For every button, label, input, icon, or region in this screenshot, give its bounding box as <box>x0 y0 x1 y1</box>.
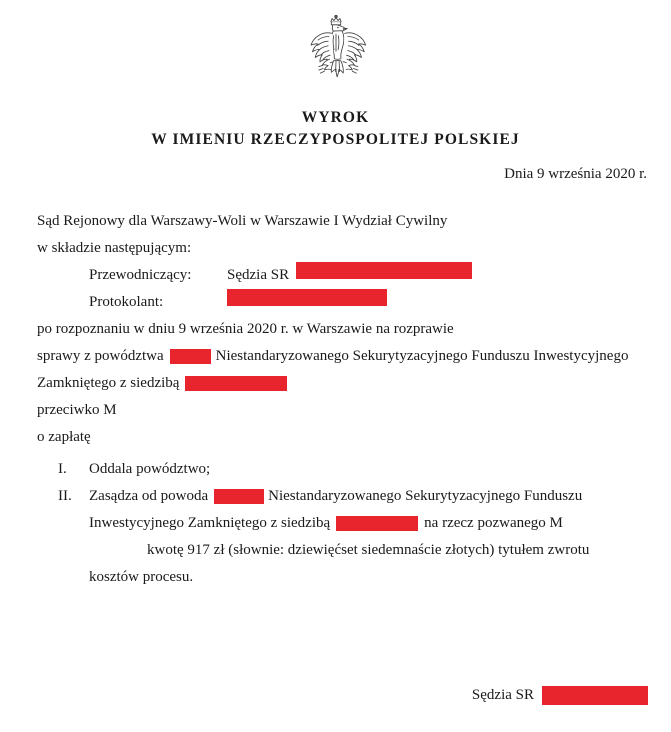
recorder-value <box>227 289 649 306</box>
chair-title: Sędzia SR <box>227 267 290 283</box>
operative-number-2: II. <box>58 488 72 504</box>
hearing-line: po rozpoznaniu w dniu 9 września 2020 r. w Warszawie na rozprawie <box>37 321 454 337</box>
redaction-bar-claimant-name <box>170 349 211 364</box>
defendant-line: przeciwko M <box>37 402 117 418</box>
operative-2-seg-2: Niestandaryzowanego Sekurytyzacyjnego Funduszu <box>268 488 583 504</box>
court-line-1: Sąd Rejonowy dla Warszawy-Woli w Warszawie I Wydział Cywilny <box>37 213 448 229</box>
operative-2-seg-1: Zasądza od powoda <box>89 488 209 504</box>
claimant-mid: Niestandaryzowanego Sekurytyzacyjnego Funduszu Inwestycyjnego <box>215 348 629 364</box>
redaction-bar-op2-claimant-seat <box>336 516 418 531</box>
title-wyrok: WYROK <box>301 109 370 126</box>
operative-2-seg-4: na rzecz pozwanego M <box>424 515 563 531</box>
operative-2-line-2 <box>89 510 649 537</box>
redaction-bar-recorder-name <box>227 289 387 306</box>
redaction-bar-chair-name <box>296 262 472 279</box>
claimant-prefix: sprawy z powództwa <box>37 348 164 364</box>
document-body <box>37 208 649 451</box>
document-title <box>0 108 671 150</box>
claimant-line <box>37 343 649 370</box>
operative-text-1: Oddala powództwo; <box>89 461 211 477</box>
recorder-label: Protokolant: <box>89 294 164 310</box>
operative-item-2 <box>37 483 649 591</box>
emblem-container <box>0 12 671 100</box>
subject-line: o zapłatę <box>37 429 91 445</box>
redaction-bar-op2-claimant-name <box>214 489 264 504</box>
redaction-bar-claimant-seat <box>185 376 287 391</box>
operative-item-1 <box>37 456 649 483</box>
chair-label: Przewodniczący: <box>89 267 192 283</box>
chair-value <box>227 262 649 289</box>
operative-2-line-3: kwotę 917 zł (słownie: dziewięćset siedemnaście złotych) tytułem zwrotu <box>147 542 590 558</box>
operative-2-line-4: kosztów procesu. <box>89 569 194 585</box>
operative-number-1: I. <box>58 461 67 477</box>
redaction-bar-signature <box>542 686 648 705</box>
operative-part <box>37 456 649 591</box>
polish-eagle-coat-of-arms-icon <box>297 12 375 100</box>
operative-text-2 <box>89 483 649 591</box>
claimant-seat-prefix: Zamkniętego z siedzibą <box>37 375 180 391</box>
claimant-seat-line <box>37 370 649 397</box>
title-subtitle: W IMIENIU RZECZYPOSPOLITEJ POLSKIEJ <box>151 131 520 148</box>
court-line-2: w składzie następującym: <box>37 240 192 256</box>
operative-2-line-1 <box>89 483 649 510</box>
composition-recorder-row <box>37 289 649 316</box>
document-date: Dnia 9 września 2020 r. <box>504 166 647 182</box>
operative-2-seg-3: Inwestycyjnego Zamkniętego z siedzibą <box>89 515 331 531</box>
signature-block <box>472 686 648 705</box>
composition-chair-row <box>37 262 649 289</box>
signature-label: Sędzia SR <box>471 687 534 703</box>
